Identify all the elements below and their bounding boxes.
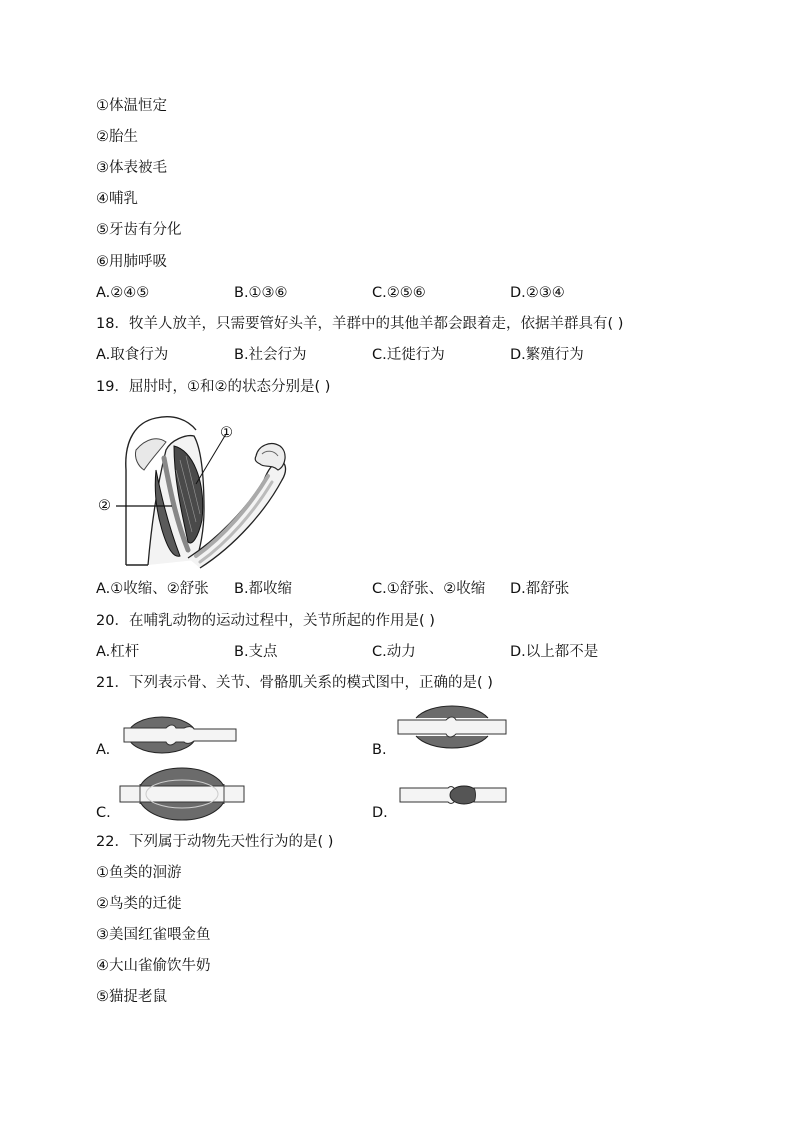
figure-label-2: ② (98, 498, 111, 514)
q21-diagram-c (116, 766, 248, 822)
q19-stem: 19．屈肘时，①和②的状态分别是( ) (96, 379, 331, 395)
q18-option-b: B.社会行为 (234, 347, 307, 363)
q17-item-6: ⑥用肺呼吸 (96, 254, 167, 270)
q21-diagram-b (394, 704, 510, 750)
q22-item-2: ②鸟类的迁徙 (96, 896, 182, 912)
q21-option-c-letter: C. (96, 805, 111, 821)
q18-option-a: A.取食行为 (96, 347, 169, 363)
q17-item-4: ④哺乳 (96, 191, 138, 207)
q20-option-a: A.杠杆 (96, 644, 140, 660)
q19-option-b: B.都收缩 (234, 581, 293, 597)
q19-option-a: A.①收缩、②舒张 (96, 581, 209, 597)
q21-diagram-d (396, 780, 508, 810)
figure-label-1: ① (220, 425, 233, 441)
q21-option-b-letter: B. (372, 742, 387, 758)
q20-stem: 20．在哺乳动物的运动过程中，关节所起的作用是( ) (96, 613, 435, 629)
q21-stem: 21．下列表示骨、关节、骨骼肌关系的模式图中，正确的是( ) (96, 675, 493, 691)
q22-item-3: ③美国红雀喂金鱼 (96, 927, 211, 943)
q20-option-c: C.动力 (372, 644, 416, 660)
arm-flexion-figure (96, 410, 296, 570)
q17-item-5: ⑤牙齿有分化 (96, 222, 182, 238)
q22-item-1: ①鱼类的洄游 (96, 865, 182, 881)
q17-item-3: ③体表被毛 (96, 160, 167, 176)
q21-option-a-letter: A. (96, 742, 111, 758)
q22-item-4: ④大山雀偷饮牛奶 (96, 958, 211, 974)
q18-option-d: D.繁殖行为 (510, 347, 584, 363)
q21-option-d-letter: D. (372, 805, 388, 821)
q20-option-b: B.支点 (234, 644, 278, 660)
q22-item-5: ⑤猫捉老鼠 (96, 989, 167, 1005)
q22-stem: 22．下列属于动物先天性行为的是( ) (96, 834, 334, 850)
q17-option-d: D.②③④ (510, 285, 565, 301)
q18-option-c: C.迁徙行为 (372, 347, 445, 363)
q17-item-2: ②胎生 (96, 129, 138, 145)
q17-option-b: B.①③⑥ (234, 285, 288, 301)
q19-option-d: D.都舒张 (510, 581, 570, 597)
q17-item-1: ①体温恒定 (96, 98, 167, 114)
q18-stem: 18．牧羊人放羊，只需要管好头羊，羊群中的其他羊都会跟着走，依据羊群具有( ) (96, 316, 624, 332)
q21-diagram-a (118, 712, 238, 758)
q19-option-c: C.①舒张、②收缩 (372, 581, 486, 597)
q20-option-d: D.以上都不是 (510, 644, 599, 660)
q17-option-a: A.②④⑤ (96, 285, 150, 301)
q17-option-c: C.②⑤⑥ (372, 285, 426, 301)
